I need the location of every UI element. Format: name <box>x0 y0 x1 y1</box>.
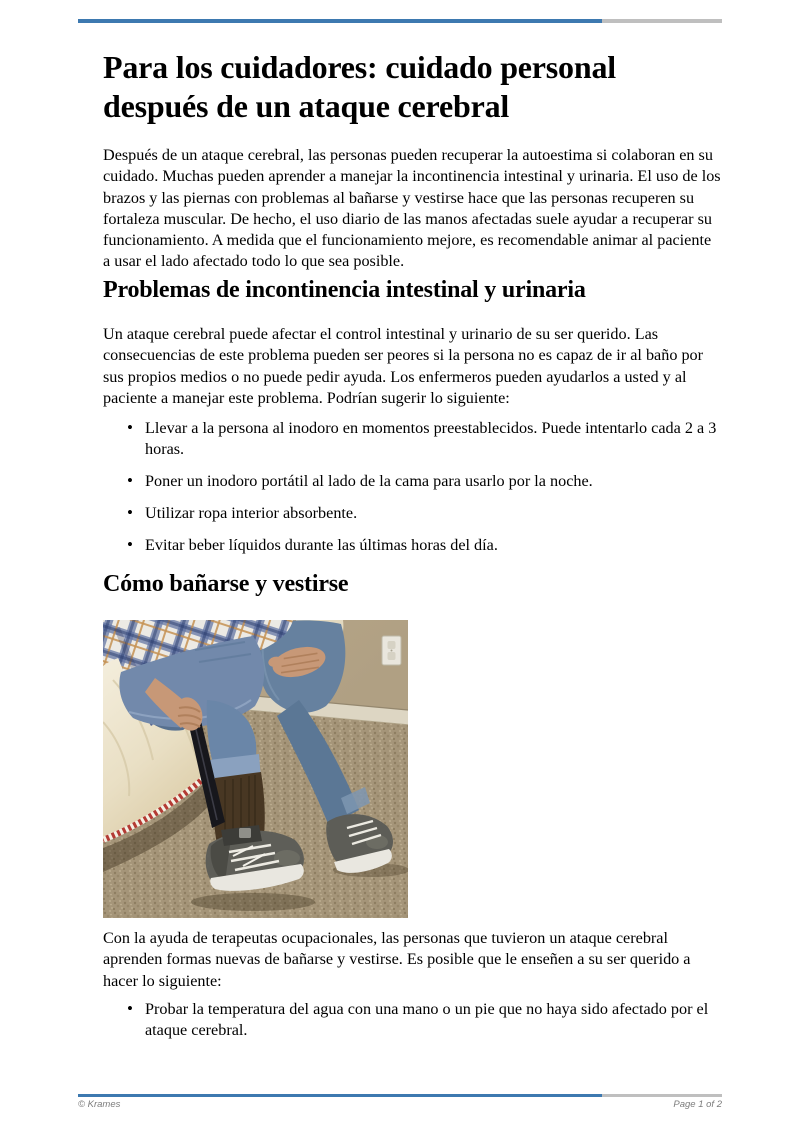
photo-illustration <box>103 620 408 918</box>
photo-dressing-aid <box>103 620 408 918</box>
top-rule-blue-segment <box>78 19 602 23</box>
intro-paragraph: Después de un ataque cerebral, las personas pueden recuperar la autoestima si colaboran en su cuidado. Muchas pueden aprender a manejar la incontinencia intestinal y urinaria. El uso de los brazos y las piernas con problemas al bañarse y vestirse hace que las personas recuperen su fortaleza muscular. De hecho, el uso diario de las manos afectadas suele ayudar a recuperar su funcionamiento. A medida que el funcionamiento mejore, es recomendable animar al paciente a usar el lado afectado todo lo que sea posible. <box>103 146 721 271</box>
bathing-bullet-list <box>103 999 721 1052</box>
copyright-text: © Krames <box>78 1099 121 1110</box>
list-item: • Probar la temperatura del agua con una mano o un pie que no haya sido afectado por el ataque cerebral. <box>103 999 721 1042</box>
section-heading-incontinence: Problemas de incontinencia intestinal y urinaria <box>103 277 586 303</box>
list-item: • Evitar beber líquidos durante las últimas horas del día. <box>103 535 721 556</box>
bathing-paragraph: Con la ayuda de terapeutas ocupacionales, las personas que tuvieron un ataque cerebral aprenden formas nuevas de bañarse y vestirse. Es posible que le enseñen a su ser querido a hacer lo siguiente: <box>103 929 691 990</box>
footer-rule-blue-segment <box>78 1094 602 1097</box>
footer-rule-gray-segment <box>602 1094 722 1097</box>
page-number: Page 1 of 2 <box>673 1099 722 1110</box>
page-title: Para los cuidadores: cuidado personal después de un ataque cerebral <box>103 49 616 124</box>
list-item: • Utilizar ropa interior absorbente. <box>103 503 721 524</box>
section-heading-bathing: Cómo bañarse y vestirse <box>103 571 349 597</box>
incontinence-bullet-list <box>103 418 721 566</box>
list-item: • Llevar a la persona al inodoro en momentos preestablecidos. Puede intentarlo cada 2 a 3 horas. <box>103 418 721 461</box>
top-rule-gray-segment <box>602 19 722 23</box>
footer-rule <box>78 1094 722 1097</box>
incontinence-paragraph: Un ataque cerebral puede afectar el control intestinal y urinario de su ser querido. Las consecuencias de este problema pueden ser peores si la persona no es capaz de ir al baño por sus propios medios o no puede pedir ayuda. Los enfermeros pueden ayudarlos a usted y al paciente a manejar este problema. Podrían sugerir lo siguiente: <box>103 325 704 407</box>
page-footer <box>78 1099 722 1110</box>
list-item: • Poner un inodoro portátil al lado de la cama para usarlo por la noche. <box>103 471 721 492</box>
top-rule <box>78 19 722 23</box>
